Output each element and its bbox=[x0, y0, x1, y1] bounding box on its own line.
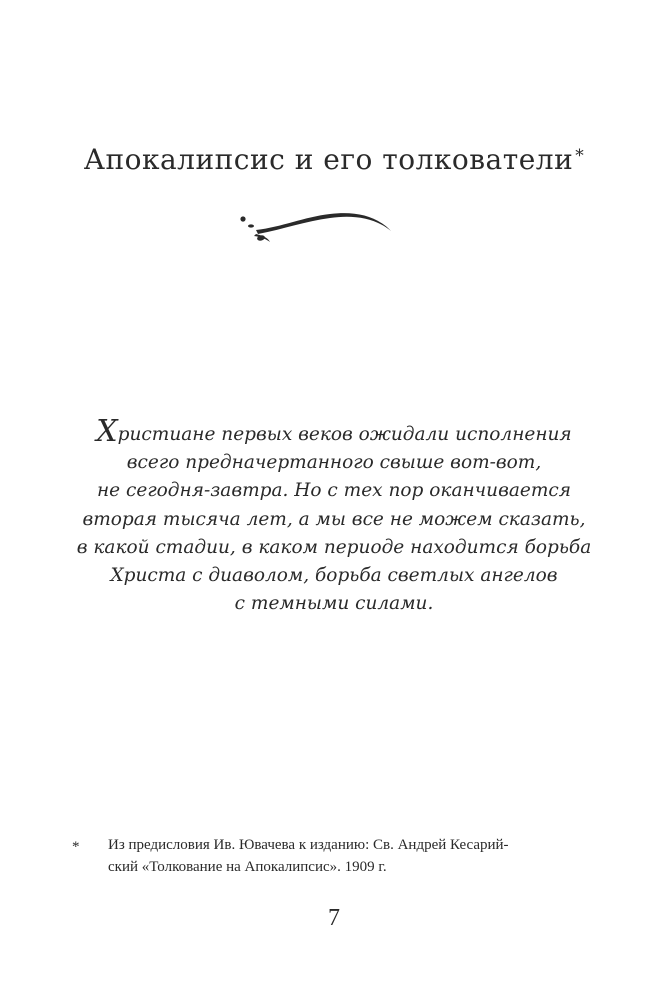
chapter-title bbox=[0, 140, 668, 180]
page-number: 7 bbox=[328, 905, 340, 931]
flourish-divider-icon bbox=[234, 203, 394, 245]
footnote bbox=[72, 834, 572, 878]
footnote-marker: * bbox=[72, 839, 80, 855]
epigraph-first-line bbox=[60, 414, 608, 449]
epigraph-first-line-rest: ристиане первых веков ожидали исполнения bbox=[117, 424, 572, 445]
epigraph-line: всего предначертанного свыше вот-вот, bbox=[126, 452, 542, 474]
epigraph-line: в какой стадии, в каком периоде находится борьба bbox=[76, 536, 592, 558]
footnote-line: Из предисловия Ив. Ювачева к изданию: Св. Андрей Кесарий- bbox=[108, 837, 509, 853]
epigraph-line: с темными силами. bbox=[234, 593, 434, 615]
epigraph-line: не сегодня-завтра. Но с тех пор оканчивается bbox=[97, 480, 571, 502]
epigraph-quote bbox=[60, 414, 608, 618]
footnote-line: ский «Толкование на Апокалипсис». 1909 г. bbox=[108, 859, 387, 875]
epigraph-line: Христа с диаволом, борьба светлых ангелов bbox=[110, 565, 558, 587]
chapter-footnote-marker: * bbox=[575, 146, 585, 166]
footnote-text bbox=[108, 834, 572, 878]
epigraph-drop-cap: Х bbox=[96, 414, 118, 449]
chapter-title-text: Апокалипсис и его толкователи bbox=[83, 143, 574, 176]
epigraph-line: вторая тысяча лет, а мы все не можем сказать, bbox=[82, 508, 586, 530]
